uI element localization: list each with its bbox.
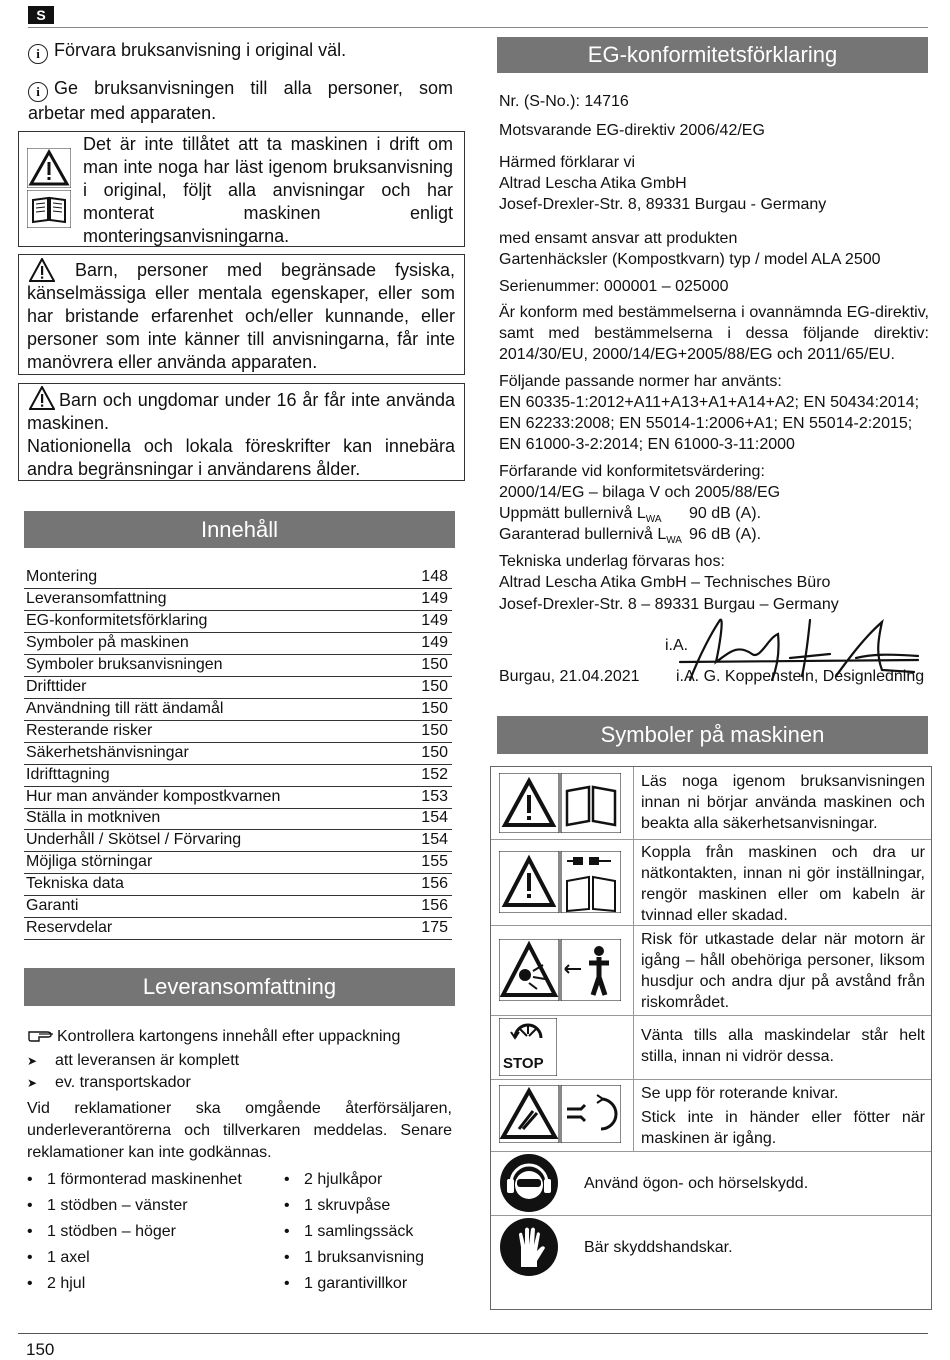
toc-entry-title: Symboler på maskinen (26, 633, 189, 651)
arrow-bullet-icon: ➤ (27, 1076, 38, 1090)
norms-line: EN 60335-1:2012+A11+A13+A1+A14+A2; EN 50434:2014; (499, 394, 920, 411)
product-model: Gartenhäcksler (Kompostkvarn) typ / model ALA 2500 (499, 251, 881, 268)
toc-entry-title: Reservdelar (26, 919, 113, 937)
eg-declaration-heading: EG-konformitetsförklaring (497, 37, 928, 73)
toc-entry-page: 150 (421, 743, 448, 761)
symbol-description: Stick inte in händer eller fötter när maskinen är igång. (641, 1109, 925, 1147)
toc-row (24, 895, 452, 918)
guaranteed-noise-label: Garanterad bullernivå $L_{WA}$ (499, 526, 682, 547)
signatory-name: i.A. G. Koppenstein, Designledning (676, 668, 925, 685)
info-icon: i (28, 82, 48, 102)
info-icon: i (28, 44, 48, 64)
pointing-hand-icon (27, 1027, 57, 1043)
delivery-check-line: Kontrollera kartongens innehåll efter uppackning (27, 1026, 457, 1048)
toc-row (24, 917, 452, 940)
read-manual-book-icon (27, 190, 71, 228)
toc-row (24, 566, 452, 589)
language-badge: S (28, 6, 54, 24)
toc-entry-page: 150 (421, 699, 448, 717)
toc-row (24, 807, 452, 830)
symbol-description: Koppla från maskinen och dra ur nätkontakten, innan ni gör inställningar, rengör maskinen eller om kabeln är tvinnad eller skadad. (641, 844, 925, 924)
toc-entry-title: Underhåll / Skötsel / Förvaring (26, 831, 242, 849)
symbol-description: Se upp för roterande knivar. (641, 1085, 839, 1102)
norms-heading: Följande passande normer har använts: (499, 373, 782, 390)
toc-entry-title: Drifttider (26, 677, 87, 695)
stop-label: STOP (503, 1055, 544, 1072)
toc-entry-page: 156 (421, 875, 448, 893)
symbol-description: Risk för utkastade delar när motorn är igång – håll obehöriga personer, liksom husdjur och andra djur på avstånd från riskområdet. (641, 931, 925, 1011)
toc-entry-page: 149 (421, 633, 448, 651)
page-number: 150 (26, 1340, 55, 1359)
norms-line: EN 61000-3-2:2014; EN 61000-3-11:2000 (499, 436, 795, 453)
rotating-blades-icon (499, 1085, 621, 1143)
warning-triangle-icon (27, 148, 71, 188)
toc-entry-page: 156 (421, 897, 448, 915)
toc-entry-title: Ställa in motkniven (26, 809, 161, 827)
toc-entry-title: Resterande risker (26, 721, 153, 739)
toc-row (24, 786, 452, 809)
header-rule (28, 27, 928, 28)
toc-entry-page: 150 (421, 721, 448, 739)
toc-entry-title: Leveransomfattning (26, 589, 167, 607)
warning-box-read-manual (18, 131, 465, 247)
warning-box-children (18, 254, 465, 375)
symbol-description: Använd ögon- och hörselskydd. (584, 1175, 809, 1192)
declaration-number: Nr. (S-No.): 14716 (499, 93, 629, 110)
toc-entry-page: 150 (421, 677, 448, 695)
delivery-items-col1 (27, 1167, 242, 1297)
technical-docs-line: Josef-Drexler-Str. 8 – 89331 Burgau – Germany (499, 596, 839, 613)
toc-row (24, 873, 452, 896)
toc-entry-title: Idrifttagning (26, 765, 110, 783)
toc-row (24, 829, 452, 852)
list-item: • 1 axel (27, 1245, 242, 1271)
toc-row (24, 720, 452, 743)
list-item: • 1 stödben – höger (27, 1219, 242, 1245)
symbol-row (491, 1079, 931, 1152)
toc-entry-page: 154 (421, 831, 448, 849)
toc-entry-title: Garanti (26, 897, 79, 915)
toc-row (24, 654, 452, 677)
measured-noise-label: Uppmätt bullernivå $L_{WA}$ (499, 505, 662, 526)
place-and-date: Burgau, 21.04.2021 (499, 668, 640, 685)
eye-ear-protection-icon (499, 1153, 559, 1213)
warning-read-manual-icon (499, 773, 621, 833)
list-item: • 1 skruvpåse (284, 1193, 424, 1219)
list-item: • 2 hjulkåpor (284, 1167, 424, 1193)
symbol-row (491, 767, 931, 840)
toc-entry-page: 148 (421, 568, 448, 585)
toc-entry-page: 153 (421, 787, 448, 805)
measured-noise-value: 90 dB (A). (689, 505, 762, 522)
delivery-items-col2 (284, 1167, 424, 1297)
technical-docs-line: Altrad Lescha Atika GmbH – Technisches Büro (499, 574, 831, 591)
serial-range: Serienummer: 000001 – 025000 (499, 278, 729, 295)
symbol-row (491, 925, 931, 1016)
toc-entry-page: 149 (421, 589, 448, 607)
toc-entry-title: Symboler bruksanvisningen (26, 655, 223, 673)
toc-row (24, 851, 452, 874)
toc-entry-page: 154 (421, 809, 448, 827)
delivery-heading: Leveransomfattning (24, 968, 455, 1006)
list-item: • 1 samlingssäck (284, 1219, 424, 1245)
norms-line: EN 62233:2008; EN 55014-1:2006+A1; EN 55014-2:2015; (499, 415, 913, 432)
arrow-bullet-icon: ➤ (27, 1054, 38, 1068)
toc-entry-title: EG-konformitetsförklaring (26, 611, 208, 629)
toc-entry-page: 175 (421, 919, 448, 937)
toc-heading: Innehåll (24, 511, 455, 548)
toc-entry-title: Möjliga störningar (26, 853, 153, 871)
warning-text-read-manual: Det är inte tillåtet att ta maskinen i drift om man inte noga har läst igenom bruksanvisning i original, följt alla anvisningar och har monterat maskinen enligt monteringsanvisningarna. (83, 134, 453, 246)
list-item: • 1 bruksanvisning (284, 1245, 424, 1271)
conformity-statement: Är konform med bestämmelserna i ovannämnda EG-direktiv, samt med bestämmelserna i dessa följande direktiv: 2014/30/EU, 2000/14/EG+2005/88/EG och 2011/65/EU. (499, 304, 929, 363)
toc-entry-page: 150 (421, 655, 448, 673)
toc-entry-page: 149 (421, 611, 448, 629)
list-item: • 1 stödben – vänster (27, 1193, 242, 1219)
warning-box-age (18, 383, 465, 481)
symbol-row (491, 1151, 931, 1216)
toc-entry-title: Tekniska data (26, 875, 124, 893)
machine-symbols-table (490, 766, 932, 1310)
list-item: • 1 förmonterad maskinenhet (27, 1167, 242, 1193)
info-keep-manual: i Förvara bruksanvisning i original väl. (28, 39, 453, 64)
symbol-description: Bär skyddshandskar. (584, 1239, 733, 1256)
warning-text-regulations: Nationionella och lokala föreskrifter kan innebära andra begränsningar i användarens ålder. (27, 436, 455, 479)
warning-text-age: Barn och ungdomar under 16 år får inte använda maskinen. (27, 390, 455, 433)
signature-ia: i.A. (665, 637, 689, 654)
list-item: • 1 garantivillkor (284, 1271, 424, 1297)
symbol-description: Läs noga igenom bruksanvisningen innan ni börjar använda maskinen och beakta alla säkerhetsanvisningar. (641, 773, 925, 832)
toc-row (24, 610, 452, 633)
thrown-objects-keep-distance-icon (499, 939, 621, 1001)
delivery-arrow-item: ➤ att leveransen är komplett (27, 1050, 239, 1072)
toc-entry-title: Säkerhetshänvisningar (26, 743, 189, 761)
unplug-before-maintenance-icon (499, 851, 621, 913)
toc-row (24, 742, 452, 765)
toc-entry-page: 152 (421, 765, 448, 783)
symbol-row (491, 839, 931, 926)
declarant-address: Josef-Drexler-Str. 8, 89331 Burgau - Germany (499, 196, 827, 213)
declaration-directive: Motsvarande EG-direktiv 2006/42/EG (499, 122, 765, 139)
guaranteed-noise-value: 96 dB (A). (689, 526, 762, 543)
toc-row (24, 676, 452, 699)
toc-row (24, 698, 452, 721)
list-item: • 2 hjul (27, 1271, 242, 1297)
technical-docs-heading: Tekniska underlag förvaras hos: (499, 553, 725, 570)
toc-entry-title: Montering (26, 568, 98, 585)
symbol-row (491, 1215, 931, 1309)
delivery-arrow-item: ➤ ev. transportskador (27, 1072, 191, 1094)
protective-gloves-icon (499, 1217, 559, 1277)
delivery-complaint-paragraph: Vid reklamationer ska omgående återförsäljaren, underleverantörerna och tillverkaren meddelas. Senare reklamationer kan inte godkännas. (27, 1100, 452, 1161)
responsibility-line: med ensamt ansvar att produkten (499, 230, 738, 247)
declarant-company: Altrad Lescha Atika GmbH (499, 175, 687, 192)
toc-row (24, 764, 452, 787)
footer-rule (18, 1333, 928, 1334)
procedure-line: 2000/14/EG – bilaga V och 2005/88/EG (499, 484, 781, 501)
machine-symbols-heading: Symboler på maskinen (497, 716, 928, 754)
info-give-manual: i Ge bruksanvisningen till alla personer, som arbetar med apparaten. (28, 78, 453, 123)
declarant-line: Härmed förklarar vi (499, 154, 636, 171)
toc-entry-page: 155 (421, 853, 448, 871)
toc-entry-title: Användning till rätt ändamål (26, 699, 224, 717)
toc-row (24, 632, 452, 655)
symbol-row (491, 1015, 931, 1080)
warning-text-children: Barn, personer med begränsade fysiska, känselmässiga eller mentala egenskaper, eller som har bristande erfarenhet och/eller kunnande, eller personer som inte känner till anvisningarna, får inte manövrera eller använda apparaten. (27, 260, 455, 372)
toc-entry-title: Hur man använder kompostkvarnen (26, 787, 281, 805)
symbol-description: Vänta tills alla maskindelar står helt stilla, innan ni vidrör dessa. (641, 1027, 925, 1065)
procedure-heading: Förfarande vid konformitetsvärdering: (499, 463, 765, 480)
toc-row (24, 588, 452, 611)
warning-triangle-icon (29, 258, 55, 282)
